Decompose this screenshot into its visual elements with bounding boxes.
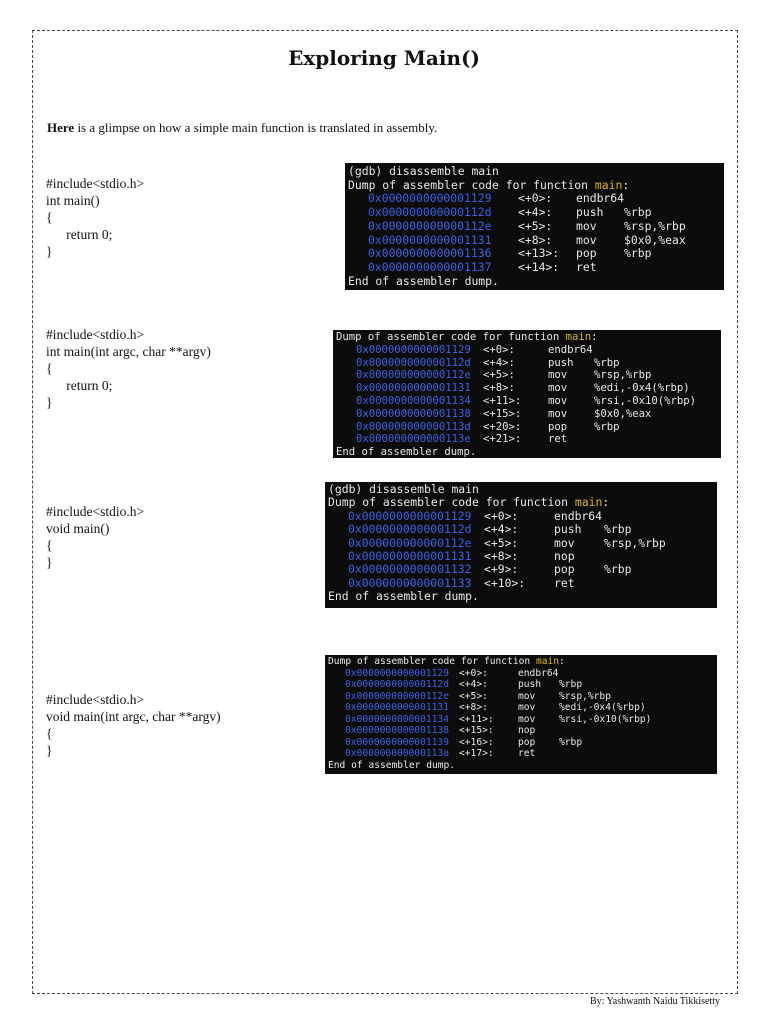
asm-address: 0x0000000000001138 xyxy=(356,407,471,420)
dump-footer: End of assembler dump. xyxy=(328,759,456,771)
asm-opcode: mov xyxy=(548,407,568,420)
asm-row xyxy=(336,357,718,370)
dump-header xyxy=(328,656,714,668)
asm-opcode: push xyxy=(548,356,574,369)
function-name: main xyxy=(594,177,623,192)
asm-row xyxy=(328,537,714,550)
gdb-terminal-3 xyxy=(325,482,717,608)
asm-row xyxy=(348,220,721,234)
asm-opcode: pop xyxy=(518,736,536,748)
asm-address: 0x0000000000001131 xyxy=(345,702,449,713)
code-line: #include<stdio.h> xyxy=(46,176,145,191)
c-code-block-3 xyxy=(46,503,144,571)
asm-operands: %rbp xyxy=(624,246,652,261)
asm-opcode: pop xyxy=(554,562,575,577)
intro-rest: is a glimpse on how a simple main function is translated in assembly. xyxy=(74,120,438,135)
asm-offset: <+15>: xyxy=(483,407,522,420)
asm-offset: <+5>: xyxy=(459,690,488,702)
code-line: } xyxy=(46,555,53,570)
gdb-terminal-4 xyxy=(325,655,717,774)
asm-offset: <+9>: xyxy=(484,562,519,577)
code-line: void main(int argc, char **argv) xyxy=(46,709,221,724)
function-name: main xyxy=(565,331,592,343)
dump-header xyxy=(328,496,714,509)
asm-opcode: push xyxy=(576,205,604,220)
asm-address: 0x000000000000112e xyxy=(345,690,449,702)
asm-address: 0x000000000000112d xyxy=(356,356,471,369)
code-line: return 0; xyxy=(46,227,113,242)
asm-opcode: pop xyxy=(576,246,597,261)
code-line: void main() xyxy=(46,521,110,536)
asm-address: 0x000000000000113d xyxy=(356,420,471,433)
code-line: int main() xyxy=(46,193,100,208)
asm-operands: %rbp xyxy=(624,205,652,220)
dump-prefix: Dump of assembler code for function xyxy=(348,177,595,192)
asm-opcode: push xyxy=(518,679,542,690)
asm-operands: %rsp,%rbp xyxy=(624,218,686,233)
asm-offset: <+5>: xyxy=(518,218,553,233)
dump-footer: End of assembler dump. xyxy=(328,589,479,604)
asm-opcode: ret xyxy=(518,748,536,759)
asm-address: 0x0000000000001136 xyxy=(368,246,492,261)
asm-row xyxy=(328,691,714,703)
asm-opcode: mov xyxy=(548,369,568,382)
asm-offset: <+21>: xyxy=(483,433,522,446)
dump-suffix: : xyxy=(602,495,610,510)
asm-address: 0x0000000000001129 xyxy=(368,191,492,206)
asm-address: 0x0000000000001131 xyxy=(356,382,471,395)
page-title: Exploring Main() xyxy=(288,46,480,70)
gdb-terminal-1 xyxy=(345,163,724,290)
asm-opcode: mov xyxy=(576,232,597,247)
asm-opcode: ret xyxy=(548,433,568,446)
asm-operands: %rbp xyxy=(604,522,632,537)
author-byline: By: Yashwanth Naidu Tikkisetty xyxy=(589,996,720,1007)
asm-row xyxy=(336,369,718,382)
asm-address: 0x0000000000001139 xyxy=(345,736,449,748)
asm-offset: <+8>: xyxy=(484,549,519,564)
asm-offset: <+11>: xyxy=(483,394,522,407)
dump-suffix: : xyxy=(559,656,565,667)
asm-offset: <+13>: xyxy=(518,246,560,261)
asm-opcode: endbr64 xyxy=(554,508,603,523)
asm-row xyxy=(328,510,714,523)
asm-address: 0x000000000000113e xyxy=(356,433,471,446)
asm-opcode: push xyxy=(554,522,582,537)
asm-row xyxy=(328,737,714,749)
code-line: return 0; xyxy=(46,378,113,393)
asm-address: 0x0000000000001129 xyxy=(348,508,472,523)
c-code-block-4 xyxy=(46,691,221,759)
asm-row xyxy=(328,523,714,536)
asm-offset: <+20>: xyxy=(483,420,522,433)
asm-offset: <+17>: xyxy=(459,748,494,759)
asm-opcode: mov xyxy=(518,690,536,702)
asm-address: 0x000000000000112d xyxy=(348,522,472,537)
asm-operands: %rsp,%rbp xyxy=(604,535,666,550)
asm-opcode: ret xyxy=(576,259,597,274)
asm-operands: %rsp,%rbp xyxy=(559,690,611,702)
c-code-block-1 xyxy=(46,175,144,260)
dump-header xyxy=(348,179,721,193)
code-line: { xyxy=(46,210,53,225)
asm-row xyxy=(336,382,718,395)
asm-operands: %rsi,-0x10(%rbp) xyxy=(594,394,697,407)
code-line: #include<stdio.h> xyxy=(46,504,145,519)
asm-offset: <+0>: xyxy=(518,191,553,206)
asm-opcode: mov xyxy=(576,218,597,233)
c-code-block-2 xyxy=(46,326,211,411)
asm-opcode: mov xyxy=(518,702,536,713)
asm-offset: <+10>: xyxy=(484,575,526,590)
asm-row xyxy=(336,408,718,421)
asm-opcode: mov xyxy=(554,535,575,550)
asm-address: 0x0000000000001129 xyxy=(356,343,471,356)
asm-offset: <+4>: xyxy=(518,205,553,220)
asm-operands: %edi,-0x4(%rbp) xyxy=(594,382,690,395)
asm-opcode: nop xyxy=(518,725,536,736)
asm-operands: %rbp xyxy=(594,420,620,433)
function-name: main xyxy=(535,656,560,667)
dump-footer: End of assembler dump. xyxy=(348,273,499,288)
dump-footer: End of assembler dump. xyxy=(336,446,477,458)
asm-address: 0x0000000000001131 xyxy=(348,549,472,564)
asm-row xyxy=(328,702,714,714)
asm-row xyxy=(336,433,718,446)
asm-opcode: nop xyxy=(554,549,575,564)
asm-row xyxy=(328,725,714,737)
code-line: } xyxy=(46,244,53,259)
gdb-command: (gdb) disassemble main xyxy=(348,164,499,178)
asm-opcode: endbr64 xyxy=(518,667,559,679)
asm-row xyxy=(336,395,718,408)
intro-lead: Here xyxy=(47,120,75,135)
asm-operands: %rbp xyxy=(594,356,620,369)
code-line: #include<stdio.h> xyxy=(46,692,145,707)
asm-address: 0x0000000000001134 xyxy=(356,394,471,407)
asm-opcode: pop xyxy=(548,420,568,433)
asm-address: 0x000000000000112d xyxy=(345,679,449,690)
asm-address: 0x0000000000001132 xyxy=(348,562,472,577)
asm-row xyxy=(328,563,714,576)
asm-offset: <+5>: xyxy=(483,369,515,382)
asm-offset: <+4>: xyxy=(459,679,488,690)
asm-offset: <+5>: xyxy=(484,535,519,550)
asm-row xyxy=(336,344,718,357)
code-line: { xyxy=(46,361,53,376)
asm-row xyxy=(348,206,721,220)
asm-row xyxy=(348,247,721,261)
dump-suffix: : xyxy=(622,177,630,192)
asm-row xyxy=(328,550,714,563)
dump-header xyxy=(336,331,718,344)
code-line: int main(int argc, char **argv) xyxy=(46,344,211,359)
asm-operands: $0x0,%eax xyxy=(594,407,652,420)
asm-row xyxy=(348,234,721,248)
asm-offset: <+4>: xyxy=(484,522,519,537)
asm-row xyxy=(328,668,714,680)
asm-row xyxy=(328,577,714,590)
asm-offset: <+8>: xyxy=(518,232,553,247)
asm-row xyxy=(328,714,714,726)
gdb-command: (gdb) disassemble main xyxy=(328,482,479,496)
function-name: main xyxy=(574,495,603,510)
asm-offset: <+15>: xyxy=(459,725,494,736)
asm-operands: %rsp,%rbp xyxy=(594,369,652,382)
code-line: } xyxy=(46,743,53,758)
asm-address: 0x000000000000112d xyxy=(368,205,492,220)
asm-offset: <+0>: xyxy=(484,508,519,523)
asm-offset: <+8>: xyxy=(459,702,488,713)
asm-address: 0x000000000000112e xyxy=(348,535,472,550)
asm-opcode: endbr64 xyxy=(576,191,625,206)
gdb-terminal-2 xyxy=(333,330,721,458)
asm-offset: <+8>: xyxy=(483,382,515,395)
asm-offset: <+0>: xyxy=(483,343,515,356)
asm-address: 0x0000000000001133 xyxy=(348,575,472,590)
asm-operands: %rbp xyxy=(604,562,632,577)
asm-operands: %rbp xyxy=(559,736,583,748)
dump-prefix: Dump of assembler code for function xyxy=(328,656,536,667)
asm-row xyxy=(328,679,714,691)
asm-address: 0x0000000000001131 xyxy=(368,232,492,247)
asm-operands: %edi,-0x4(%rbp) xyxy=(559,702,646,713)
dump-prefix: Dump of assembler code for function xyxy=(336,331,566,343)
asm-operands: %rsi,-0x10(%rbp) xyxy=(559,713,652,725)
asm-address: 0x000000000000113a xyxy=(345,748,449,759)
asm-address: 0x0000000000001129 xyxy=(345,667,449,679)
asm-row xyxy=(348,261,721,275)
asm-offset: <+4>: xyxy=(483,356,515,369)
asm-opcode: ret xyxy=(554,575,575,590)
asm-offset: <+11>: xyxy=(459,713,494,725)
asm-opcode: endbr64 xyxy=(548,343,593,356)
asm-offset: <+16>: xyxy=(459,736,494,748)
asm-address: 0x0000000000001138 xyxy=(345,725,449,736)
asm-row xyxy=(328,748,714,760)
intro-text xyxy=(47,120,437,136)
asm-operands: $0x0,%eax xyxy=(624,232,686,247)
code-line: { xyxy=(46,726,53,741)
asm-address: 0x000000000000112e xyxy=(368,218,492,233)
asm-opcode: mov xyxy=(548,382,568,395)
asm-offset: <+14>: xyxy=(518,259,560,274)
asm-offset: <+0>: xyxy=(459,667,488,679)
asm-row xyxy=(348,192,721,206)
asm-opcode: mov xyxy=(548,394,568,407)
asm-row xyxy=(336,421,718,434)
asm-opcode: mov xyxy=(518,713,536,725)
asm-operands: %rbp xyxy=(559,679,583,690)
dump-suffix: : xyxy=(591,331,598,343)
code-line: { xyxy=(46,538,53,553)
code-line: #include<stdio.h> xyxy=(46,327,145,342)
dump-prefix: Dump of assembler code for function xyxy=(328,495,575,510)
asm-address: 0x0000000000001134 xyxy=(345,713,449,725)
asm-address: 0x0000000000001137 xyxy=(368,259,492,274)
code-line: } xyxy=(46,395,53,410)
asm-address: 0x000000000000112e xyxy=(356,369,471,382)
